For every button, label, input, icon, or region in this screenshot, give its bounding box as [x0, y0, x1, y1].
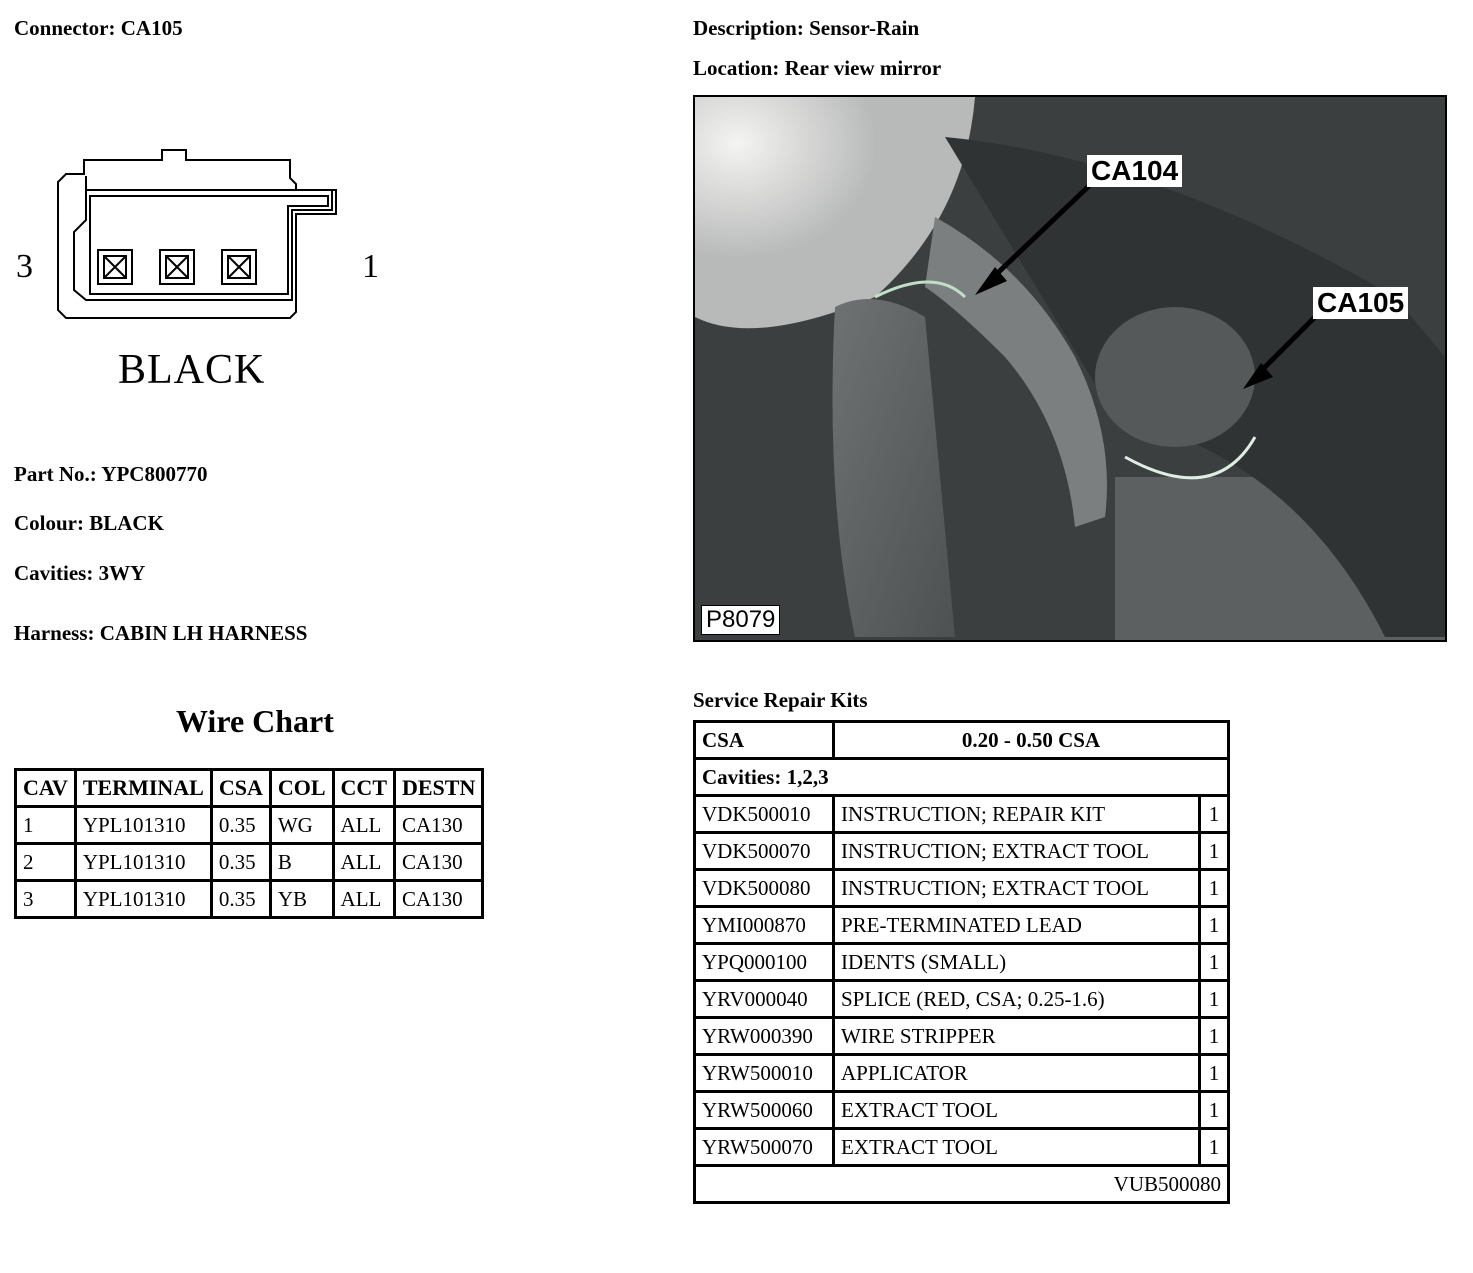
table-row: 2 YPL101310 0.35 B ALL CA130: [16, 844, 483, 881]
kits-cavities-row: [695, 759, 1229, 796]
header-destn: DESTN: [395, 770, 483, 807]
diagram-colour-text: BLACK: [118, 347, 266, 393]
photo-reference: P8079: [701, 605, 780, 635]
header-terminal: TERMINAL: [75, 770, 211, 807]
kits-title: Service Repair Kits: [693, 688, 868, 712]
header-cct: CCT: [333, 770, 394, 807]
header-col: COL: [270, 770, 333, 807]
wire-chart-table: [14, 768, 484, 919]
part-number-line: Part No.: YPC800770: [14, 462, 208, 486]
pin-label-left: 3: [16, 248, 33, 285]
location-photo: [693, 95, 1447, 642]
header-csa: CSA: [211, 770, 270, 807]
colour-value: BLACK: [89, 511, 164, 535]
connector-line: Connector: CA105: [14, 16, 183, 40]
connector-id: CA105: [120, 16, 183, 40]
header-cav: CAV: [16, 770, 76, 807]
table-row: VDK500070 INSTRUCTION; EXTRACT TOOL 1: [695, 833, 1229, 870]
colour-line: Colour: BLACK: [14, 511, 164, 535]
wire-chart-header-row: [16, 770, 483, 807]
connector-diagram: [14, 140, 394, 400]
cavity-squares: [98, 250, 256, 284]
kit-part-number: VUB500080: [695, 1166, 1229, 1203]
csa-label: CSA: [695, 722, 834, 759]
table-row: YRW500010 APPLICATOR 1: [695, 1055, 1229, 1092]
cavities-value: 3WY: [98, 561, 146, 585]
table-row: YRW000390 WIRE STRIPPER 1: [695, 1018, 1229, 1055]
callout-ca104: CA104: [1087, 155, 1182, 187]
harness-line: Harness: CABIN LH HARNESS: [14, 621, 308, 645]
description-line: Description: Sensor-Rain: [693, 16, 920, 40]
kits-footer-row: [695, 1166, 1229, 1203]
kits-table: [693, 720, 1230, 1204]
table-row: YRW500060 EXTRACT TOOL 1: [695, 1092, 1229, 1129]
table-row: YPQ000100 IDENTS (SMALL) 1: [695, 944, 1229, 981]
kits-csa-row: [695, 722, 1229, 759]
table-row: VDK500010 INSTRUCTION; REPAIR KIT 1: [695, 796, 1229, 833]
description-value: Sensor-Rain: [809, 16, 920, 40]
table-row: VDK500080 INSTRUCTION; EXTRACT TOOL 1: [695, 870, 1229, 907]
callout-ca105: CA105: [1313, 287, 1408, 319]
table-row: 3 YPL101310 0.35 YB ALL CA130: [16, 881, 483, 918]
table-row: 1 YPL101310 0.35 WG ALL CA130: [16, 807, 483, 844]
mirror-photo-illustration: [695, 97, 1445, 640]
part-number: YPC800770: [101, 462, 208, 486]
wire-chart-title: Wire Chart: [176, 703, 334, 739]
location-value: Rear view mirror: [784, 56, 942, 80]
pin-label-right: 1: [362, 248, 379, 285]
table-row: YMI000870 PRE-TERMINATED LEAD 1: [695, 907, 1229, 944]
cavities-line: Cavities: 3WY: [14, 561, 146, 585]
table-row: YRW500070 EXTRACT TOOL 1: [695, 1129, 1229, 1166]
connector-face-drawing: [14, 140, 394, 340]
location-line: Location: Rear view mirror: [693, 56, 942, 80]
table-row: YRV000040 SPLICE (RED, CSA; 0.25-1.6) 1: [695, 981, 1229, 1018]
kits-cavities: Cavities: 1,2,3: [695, 759, 1229, 796]
harness-value: CABIN LH HARNESS: [99, 621, 308, 645]
csa-value: 0.20 - 0.50 CSA: [834, 722, 1229, 759]
